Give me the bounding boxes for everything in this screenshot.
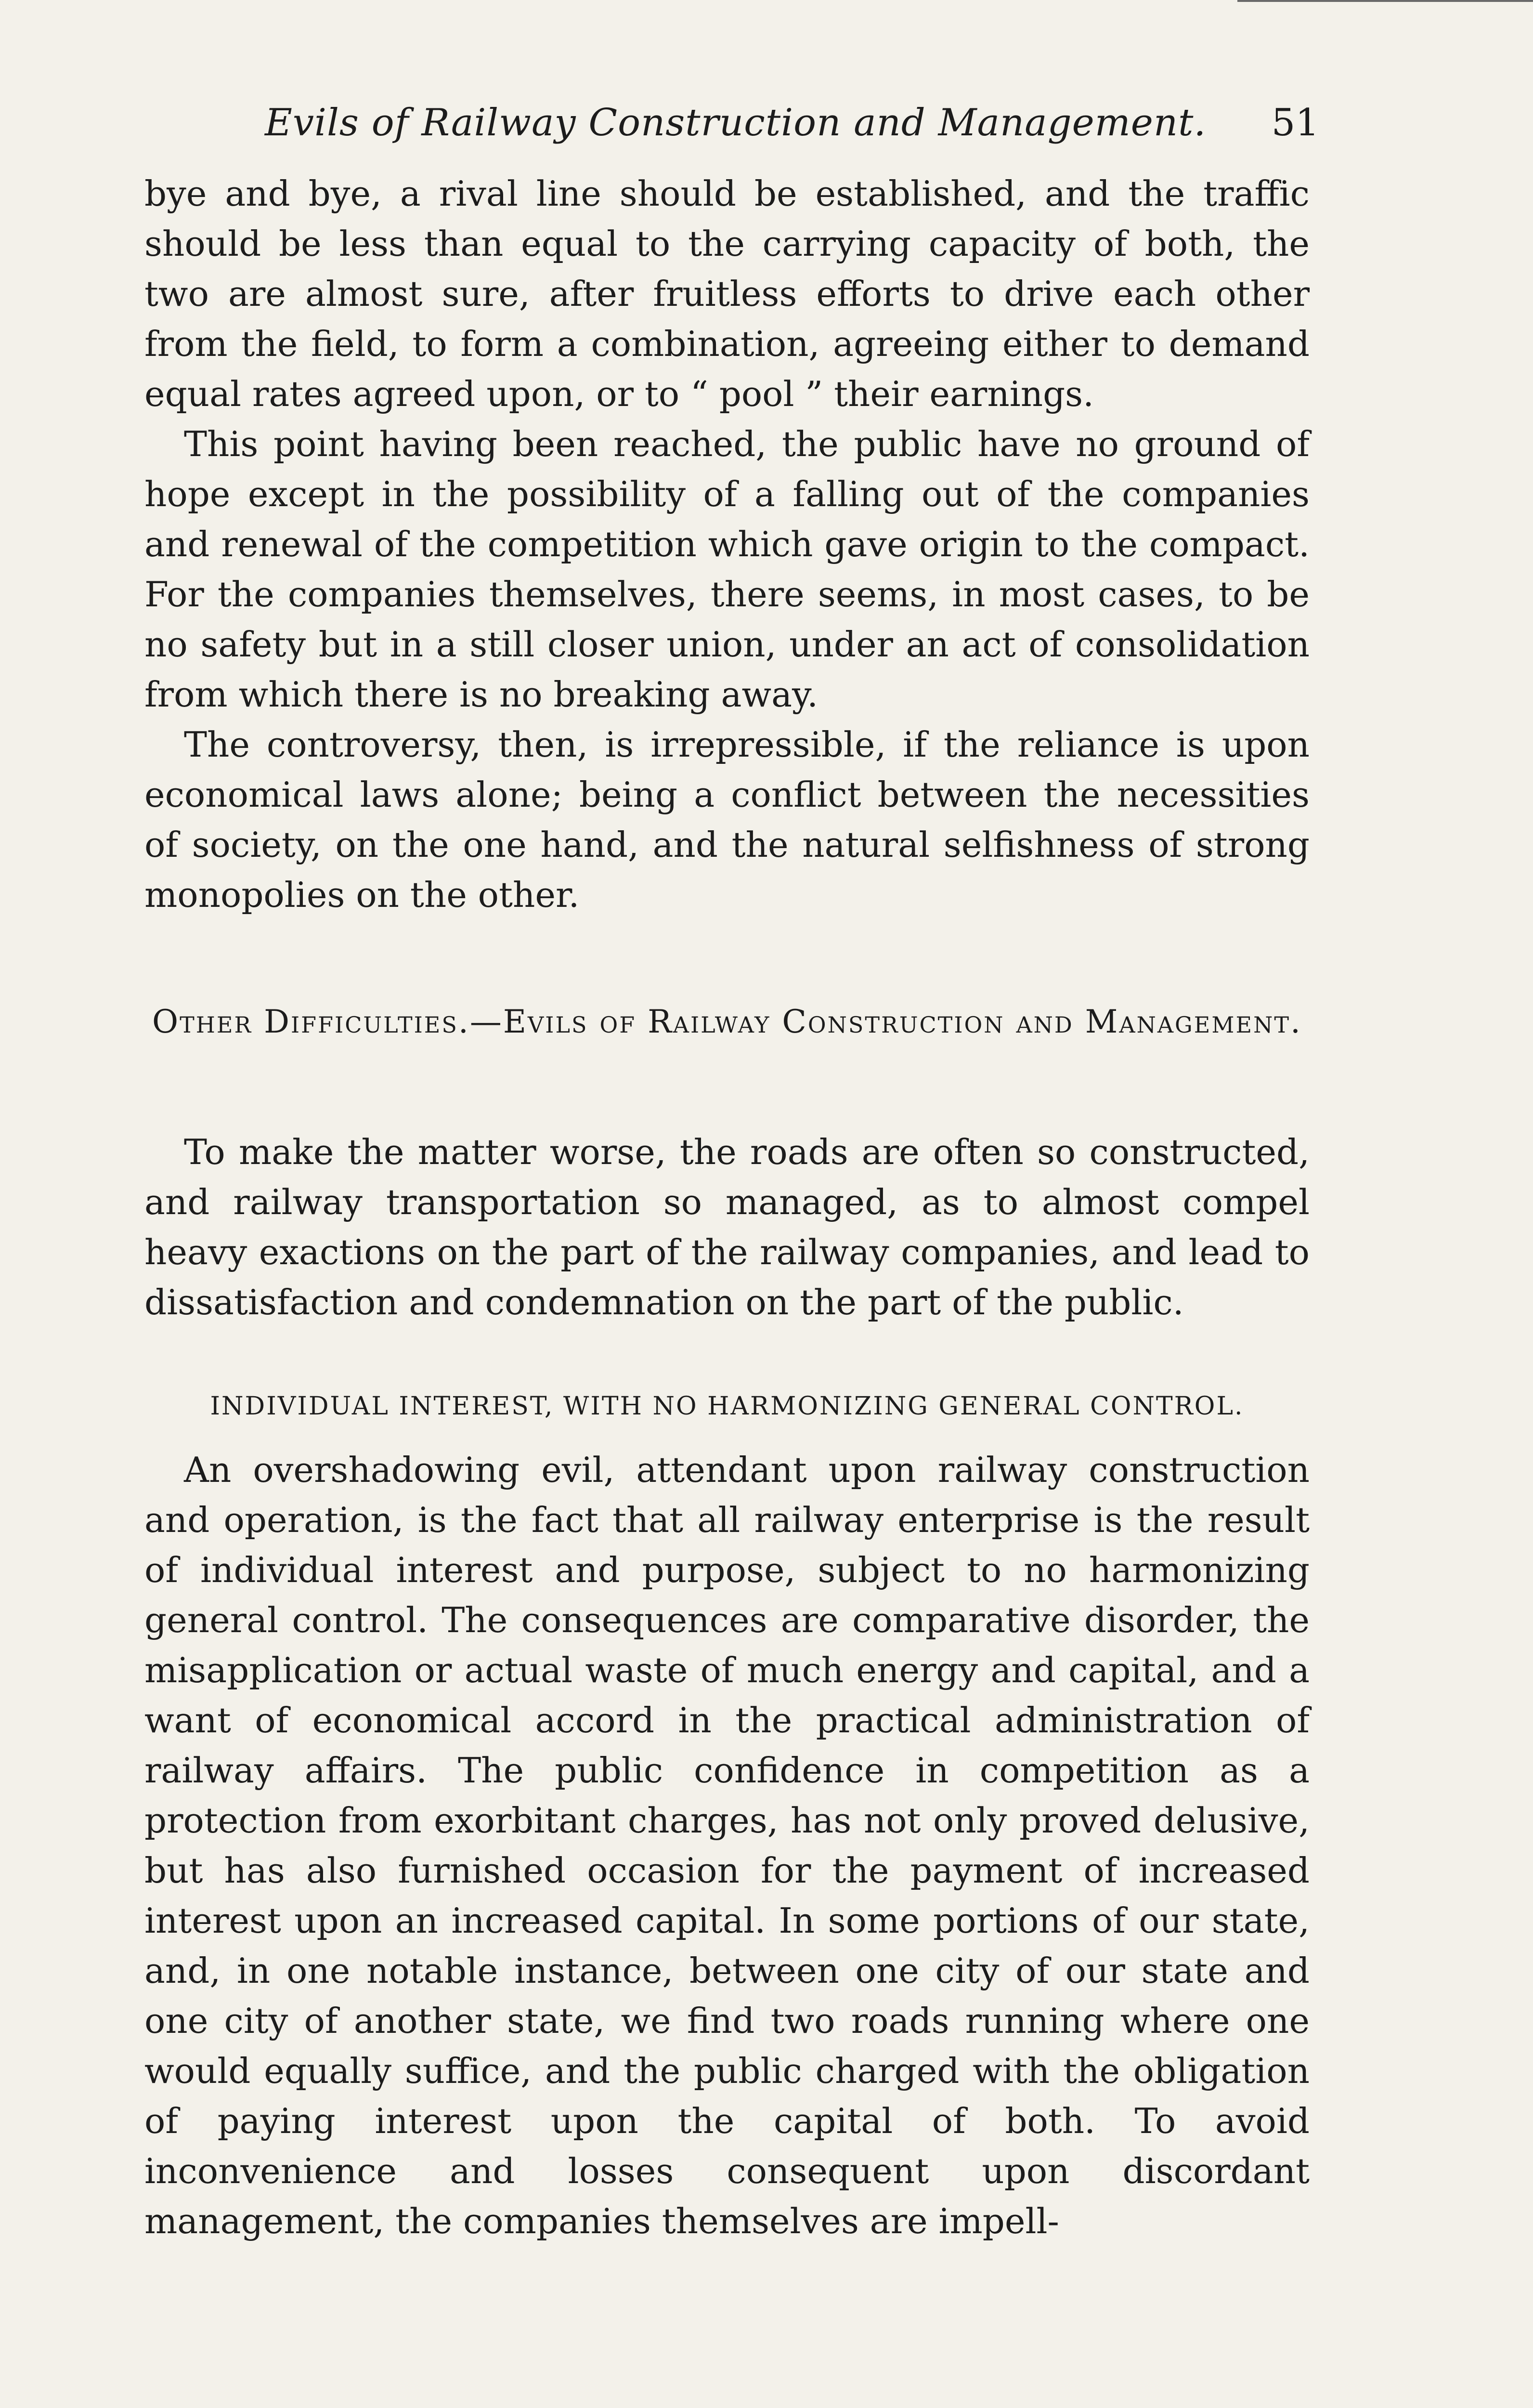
page-edge-line [1237,0,1533,2]
paragraph-continuation: bye and bye, a rival line should be established, and the traffic should be less than equal to the carrying capacity of both, the two are almost sure, after fruitless efforts to drive each other from the field, to form a combination, agreeing either to demand equal rates agreed upon, or to “ pool ” their earnings. [144,173,1310,414]
sub-heading: INDIVIDUAL INTEREST, WITH NO HARMONIZING GENERAL CONTROL. [210,1392,1244,1421]
running-head [144,101,1319,159]
paragraph: This point having been reached, the public have no ground of hope except in the possibility of a falling out of the companies and renewal of the competition which gave origin to the compact. For the companies themselves, there seems, in most cases, to be no safety but in a still closer union, under an act of consolidation from which there is no breaking away. [144,424,1310,715]
section-heading: Other Difficulties.—Evils of Railway Construction and Management. [152,1003,1302,1040]
page-number: 51 [1271,101,1319,144]
paragraph: To make the matter worse, the roads are often so constructed, and railway transportation so managed, as to almost compel heavy exactions on the part of the railway companies, and lead to dissatisfaction and condemnation on the part of the public. [144,1132,1310,1322]
body-text-bottom [144,1445,1310,2246]
body-text-top [144,169,1310,920]
running-title: Evils of Railway Construction and Management. [265,101,1207,144]
paragraph: The controversy, then, is irrepressible, if the reliance is upon economical laws alone; being a conflict between the necessities of society, on the one hand, and the natural selfishness of strong monopolies on the other. [144,724,1310,915]
paragraph: An overshadowing evil, attendant upon railway construction and operation, is the fact that all railway enterprise is the result of individual interest and purpose, subject to no harmonizing general control. The consequences are comparative disorder, the misapplication or actual waste of much energy and capital, and a want of economical accord in the practical administration of railway affairs. The public confidence in competition as a protection from exorbitant charges, has not only proved delusive, but has also furnished occasion for the payment of increased interest upon an increased capital. In some portions of our state, and, in one notable instance, between one city of our state and one city of another state, we find two roads running where one would equally suffice, and the public charged with the obligation of paying interest upon the capital of both. To avoid inconvenience and losses consequent upon discordant management, the companies themselves are impell- [144,1450,1310,2241]
body-text-mid [144,1127,1310,1327]
